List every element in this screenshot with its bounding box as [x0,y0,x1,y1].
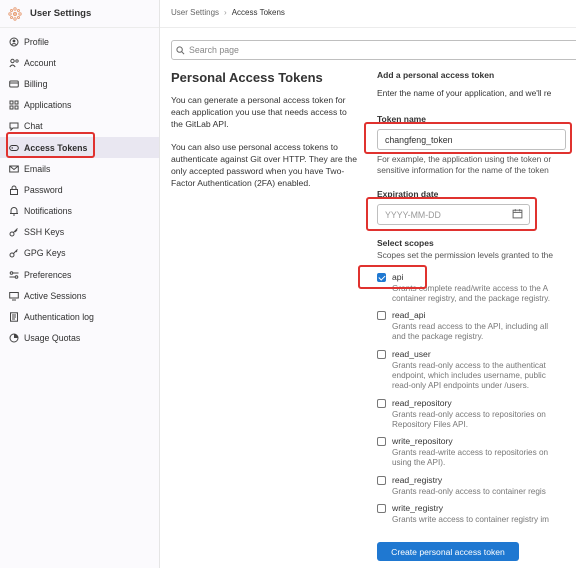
scope-desc-line: Grants read access to the API, including all [392,322,549,331]
main-content [160,0,576,568]
scope-desc-line: Grants read-only access to repositories on [392,410,546,419]
scope-desc-line: Grants read-write access to repositories on [392,448,549,457]
sidebar-title: User Settings [30,8,92,19]
sidebar-item-label: Active Sessions [24,290,87,301]
sidebar-item-profile[interactable] [0,31,159,52]
expiration-placeholder: YYYY-MM-DD [385,209,441,220]
scope-desc-line: container registry, and the package registry. [392,294,551,303]
scope-checkbox-read-user[interactable] [377,350,386,359]
scope-name: read_user [392,349,431,359]
sidebar-item-label: Account [24,57,56,68]
sessions-icon [9,291,19,301]
sidebar-item-label: Password [24,184,63,195]
scope-desc-line: Grants complete read/write access to the A [392,284,549,293]
sidebar-item-label: Notifications [24,206,72,217]
scope-description [392,284,550,304]
applications-icon [9,100,19,110]
scope-description [392,448,548,468]
profile-icon [9,37,19,47]
scope-desc-line: Grants read-only access to the authenticat [392,361,546,370]
sidebar-item-chat[interactable] [0,116,159,137]
scope-desc-line: and the package registry. [392,332,484,341]
search-placeholder: Search page [189,45,239,55]
chat-icon [9,121,19,131]
token-icon [9,143,19,153]
token-name-value: changfeng_token [385,134,453,145]
sidebar-item-gpg-keys[interactable] [0,243,159,264]
scope-checkbox-read-repository[interactable] [377,399,386,408]
scope-desc-line: endpoint, which includes username, public [392,371,546,380]
scope-desc-line: Grants read-only access to container regis [392,487,546,496]
lock-icon [9,185,19,195]
sidebar-item-usage-quotas[interactable] [0,328,159,349]
search-input[interactable] [171,40,576,60]
form-subheading: Enter the name of your application, and we'll re [377,88,552,98]
search-icon [176,46,185,55]
key-icon [9,248,19,258]
scope-description [392,515,549,525]
calendar-icon[interactable] [512,208,523,221]
scope-name: read_repository [392,398,452,408]
breadcrumb-current: Access Tokens [231,8,285,17]
intro-section [171,70,361,200]
scope-checkbox-api[interactable] [377,273,386,282]
token-name-label: Token name [377,114,426,124]
sidebar-item-label: Emails [24,163,51,174]
sidebar-item-active-sessions[interactable] [0,285,159,306]
scope-name: read_api [392,310,426,320]
key-icon [9,227,19,237]
scope-checkbox-read-api[interactable] [377,311,386,320]
scope-desc-line: Repository Files API. [392,420,468,429]
quota-icon [9,333,19,343]
sidebar-item-applications[interactable] [0,95,159,116]
sidebar-item-label: Chat [24,121,43,132]
sidebar-item-label: Profile [24,36,49,47]
email-icon [9,164,19,174]
header-divider [160,27,576,28]
sidebar-item-label: Authentication log [24,312,94,323]
scope-desc-line: read-only API endpoints under /users. [392,381,529,390]
sidebar-item-ssh-keys[interactable] [0,222,159,243]
expiration-date-field[interactable] [377,204,530,225]
create-token-button[interactable]: Create personal access token [377,542,519,561]
scopes-help: Scopes set the permission levels granted to the [377,250,553,260]
scope-checkbox-write-registry[interactable] [377,504,386,513]
log-icon [9,312,19,322]
intro-paragraph-1: You can generate a personal access token for each application you use that needs access to the GitLab API. [171,95,347,129]
token-name-field[interactable] [377,129,566,150]
token-name-help-2: sensitive information for the name of the token [377,165,549,175]
sidebar-item-billing[interactable] [0,73,159,94]
bell-icon [9,206,19,216]
expiration-label: Expiration date [377,189,439,199]
preferences-icon [9,270,19,280]
scope-description [392,487,546,497]
scopes-label: Select scopes [377,238,434,248]
token-name-help-1: For example, the application using the token or [377,154,552,164]
sidebar-item-label: Applications [24,100,72,111]
scope-name: api [392,272,404,282]
form-heading: Add a personal access token [377,70,495,80]
chevron-right-icon: › [224,8,227,17]
sidebar-header [0,0,159,28]
sidebar-item-authentication-log[interactable] [0,306,159,327]
sidebar-item-password[interactable] [0,179,159,200]
sidebar-item-label: Billing [24,78,48,89]
scope-description [392,361,546,391]
sidebar-item-label: GPG Keys [24,248,66,259]
sidebar-item-label: Preferences [24,269,72,280]
page-title: Personal Access Tokens [171,70,323,85]
scope-name: read_registry [392,475,443,485]
scope-checkbox-read-registry[interactable] [377,476,386,485]
sidebar-item-emails[interactable] [0,158,159,179]
sidebar-item-label: SSH Keys [24,227,65,238]
scope-desc-line: Grants write access to container registry im [392,515,549,524]
sidebar-item-label: Usage Quotas [24,333,81,344]
sidebar [0,0,160,568]
scope-desc-line: using the API). [392,458,446,467]
sidebar-item-notifications[interactable] [0,201,159,222]
sidebar-item-access-tokens[interactable] [0,137,159,158]
billing-icon [9,79,19,89]
intro-paragraph-2: You can also use personal access tokens to authenticate against Git over HTTP. They are the only accepted password when you have Two-Factor Authentication (2FA) enabled. [171,142,357,188]
gitlab-logo-icon[interactable] [6,5,24,23]
scope-name: write_registry [392,503,444,513]
breadcrumb [171,8,285,17]
sidebar-item-label: Access Tokens [24,142,88,153]
scope-description [392,410,546,430]
scope-name: write_repository [392,436,453,446]
sidebar-item-account[interactable] [0,52,159,73]
scope-checkbox-write-repository[interactable] [377,437,386,446]
scope-description [392,322,548,342]
sidebar-nav [0,28,159,349]
account-icon [9,58,19,68]
sidebar-item-preferences[interactable] [0,264,159,285]
breadcrumb-parent[interactable]: User Settings [171,8,220,17]
